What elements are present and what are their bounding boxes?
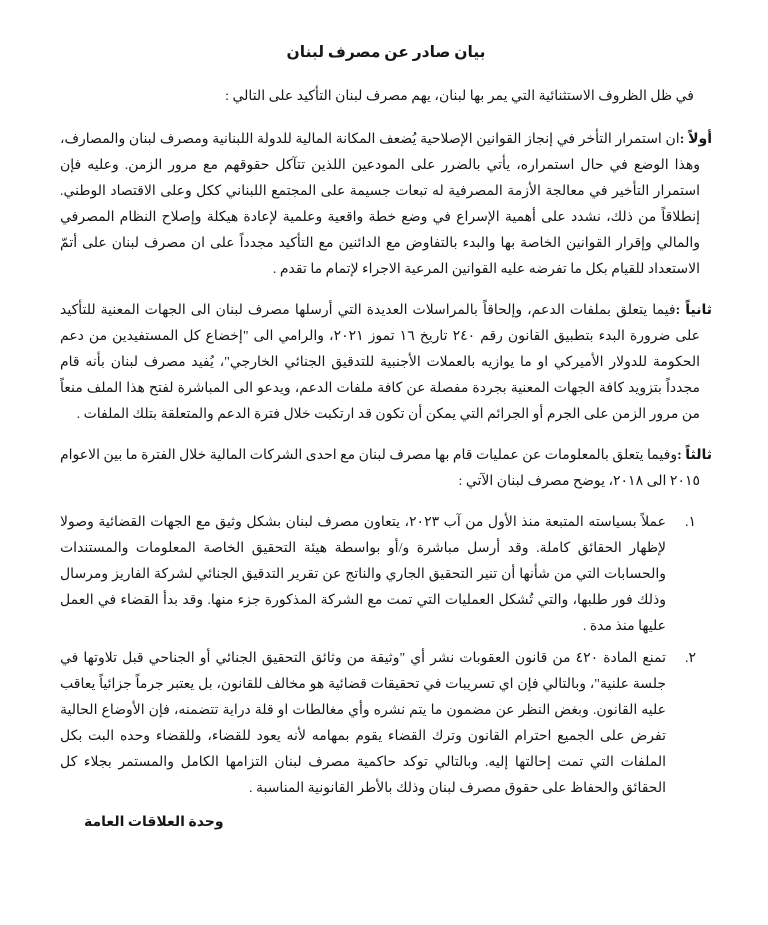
section-third (60, 443, 712, 495)
section-third-text: وفيما يتعلق بالمعلومات عن عمليات قام بها مصرف لبنان مع احدى الشركات المالية خلال الفترة ما بين الاعوام ٢٠١٥ الى ٢٠١٨، يوضح مصرف لبنان الآتي : (60, 448, 700, 489)
list-item-1-text: عملاً بسياسته المتبعة منذ الأول من آب ٢٠٢٣، يتعاون مصرف لبنان بشكل وثيق مع الجهات القضائية وصولا لإظهار الحقائق كاملة. وقد أرسل مباشرة و/أو بواسطة هيئة التحقيق الخاصة المعلومات والمستندات والحسابات التي من شأنها أن تنير التحقيق الجاري والناتج عن تقرير التدقيق الجنائي لشركة الفاريز ومرسال وذلك فور طلبها، والتي تُشكل العمليات التي تمت مع الشركة المذكورة جزء منها. وقد بدأ القضاء في العمل عليها منذ مدة . (60, 515, 666, 634)
list-item-2-text: تمنع المادة ٤٢٠ من قانون العقوبات نشر أي "وثيقة من وثائق التحقيق الجنائي أو الجناحي قبل تلاوتها في جلسة علنية"، وبالتالي فإن اي تسريبات في تحقيقات قضائية هو مخالف للقانون، بل يعتبر جرماً جزائياً يعاقب عليه القانون. وبغض النظر عن مضمون ما يتم نشره وأي مغالطات او قلة دراية تتضمنه، فإن الأوضاع الحالية تفرض على الجميع احترام القانون وترك القضاء يقوم بمهامه لأنه يعود للقضاء، وللقضاء وحده البت بكل الملفات التي تمت إحالتها إليه. وبالتالي توكد حاكمية مصرف لبنان التزامها الكامل والمستمر بجلاء كل الحقائق والحفاظ على حقوق مصرف لبنان وذلك بالأطر القانونية المناسبة . (60, 651, 667, 796)
section-second-text: فيما يتعلق بملفات الدعم، وإلحاقاً بالمراسلات العديدة التي أرسلها مصرف لبنان الى الجهات المعنية للتأكيد على ضرورة البدء بتطبيق القانون رقم ٢٤٠ تاريخ ١٦ تموز ٢٠٢١، والرامي الى "إخضاع كل المستفيدين من دعم الحكومة للدولار الأميركي او ما يوازيه بالعملات الأجنبية للتدقيق الجنائي الخارجي"، يُفيد مصرف لبنان بأنه قام مجدداً بتزويد كافة الجهات المعنية بجردة مفصلة عن كافة ملفات الدعم، ويدعو الى المباشرة لفتح هذا الملف منعاً من مرور الزمن على الجرم أو الجرائم التي يمكن أن تكون قد ارتكبت خلال فترة الدعم والمتعلقة بتلك الملفات . (60, 303, 701, 422)
section-first-text: ان استمرار التأخر في إنجاز القوانين الإصلاحية يُضعف المكانة المالية للدولة اللبنانية ومصرف لبنان والمصارف، وهذا الوضع في حال استمراره، يأتي بالضرر على المودعين اللذين تتآكل حقوقهم مع مرور الزمن. وعليه فإن استمرار التأخير في معالجة الأزمة المصرفية له تبعات جسيمة على المجتمع اللبناني ككل وعلى الاقتصاد الوطني. إنطلاقاً من ذلك، نشدد على أهمية الإسراع في وضع خطة واقعية وعلمية لإعادة هيكلة وإصلاح النظام المصرفي والمالي وإقرار القوانين الخاصة بها والبدء بالتفاوض مع الدائنين مع التأكيد مجدداً على ان مصرف لبنان على أتمّ الاستعداد للقيام بكل ما تفرضه عليه القوانين المرعية الاجراء لإتمام ما تقدم . (60, 132, 700, 277)
section-second-marker: ثانياً : (675, 303, 712, 318)
section-first-marker: أولاً : (679, 132, 712, 147)
list-item-2 (60, 646, 696, 802)
numbered-list (60, 510, 712, 802)
section-second (60, 298, 712, 428)
document-title: بيان صادر عن مصرف لبنان (286, 44, 486, 61)
list-item-1 (60, 510, 696, 640)
list-item-2-number: ٢. (684, 651, 696, 666)
footer-signature: وحدة العلاقات العامة (84, 815, 224, 830)
section-third-marker: ثالثاً : (677, 448, 713, 463)
section-first (60, 127, 712, 283)
list-item-1-number: ١. (684, 515, 696, 530)
intro-paragraph: في ظل الظروف الاستثنائية التي يمر بها لبنان، يهم مصرف لبنان التأكيد على التالي : (225, 89, 694, 104)
